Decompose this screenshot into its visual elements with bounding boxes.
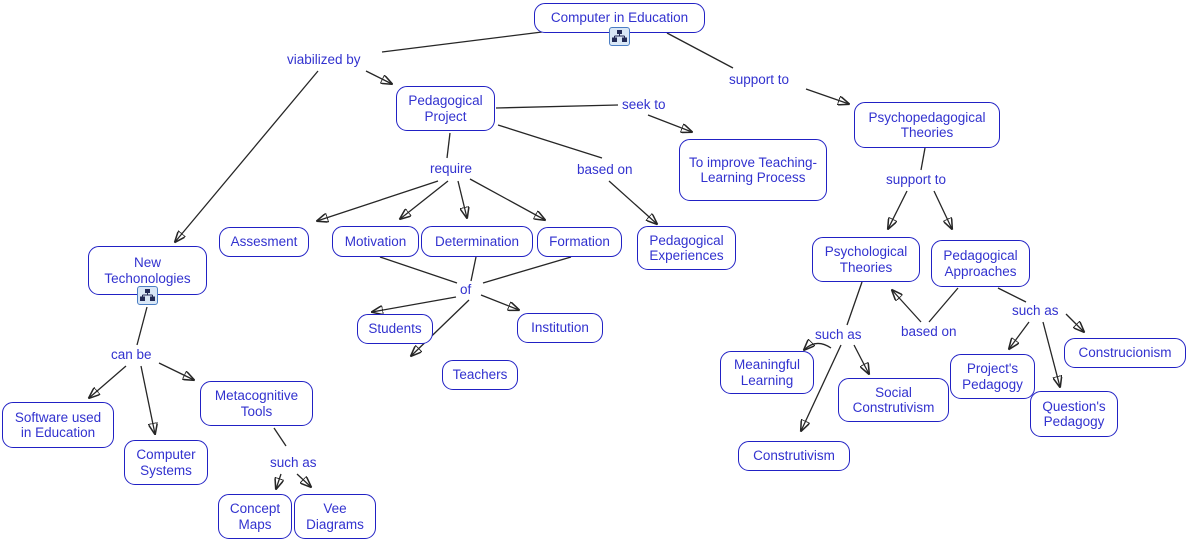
concept-questions-pedagogy[interactable] bbox=[1030, 391, 1118, 437]
linking-phrase-such-as-approaches[interactable]: such as bbox=[1012, 303, 1059, 318]
edge-psychological-to-such-as bbox=[847, 282, 862, 325]
edge-require-to-motivation bbox=[400, 181, 448, 219]
concept-formation[interactable] bbox=[537, 227, 622, 257]
edge-such-as-right-to-questions-pedagogy bbox=[1043, 322, 1060, 387]
concept-projects-pedagogy[interactable] bbox=[950, 354, 1035, 399]
concept-psychological-theories[interactable] bbox=[812, 237, 920, 282]
edge-psychopedagogical-to-support-right bbox=[921, 148, 925, 170]
linking-phrase-such-as-tools[interactable]: such as bbox=[270, 455, 317, 470]
linking-phrase-based-on-right[interactable]: based on bbox=[901, 324, 957, 339]
concept-assesment[interactable] bbox=[219, 227, 309, 257]
edge-determination-to-of bbox=[471, 257, 476, 281]
edge-metacognitive-to-such-as-tools bbox=[274, 428, 286, 446]
concept-label: Construtivism bbox=[753, 448, 835, 464]
concept-metacognitive-tools[interactable] bbox=[200, 381, 313, 426]
concept-label: Pedagogical Project bbox=[408, 93, 483, 124]
concept-label: Computer Systems bbox=[136, 447, 196, 478]
concept-label: Pedagogical Experiences bbox=[649, 232, 724, 263]
concept-pedagogical-project[interactable] bbox=[396, 86, 495, 131]
concept-computer-systems[interactable] bbox=[124, 440, 208, 485]
edge-project-to-seek-to bbox=[496, 105, 618, 108]
concept-label: Psychological Theories bbox=[824, 244, 908, 275]
linking-phrase-based-on-mid[interactable]: based on bbox=[577, 162, 633, 177]
hierarchy-tree-icon bbox=[612, 30, 627, 43]
edge-can-be-to-metacognitive bbox=[159, 363, 194, 380]
edge-project-to-based-on bbox=[498, 125, 602, 158]
edge-computer-to-viabilized bbox=[382, 32, 542, 52]
edge-such-as-tools-to-vee-diagrams bbox=[297, 474, 311, 487]
concept-psychopedagogical-theories[interactable] bbox=[854, 102, 1000, 148]
edge-require-to-determination bbox=[458, 181, 467, 218]
edge-of-to-institution bbox=[481, 295, 519, 310]
edge-such-as-to-meaningful-learning bbox=[804, 343, 831, 350]
edge-viabilized-to-pedagogical-project bbox=[366, 71, 392, 84]
concept-label: To improve Teaching-Learning Process bbox=[688, 154, 818, 185]
concept-label: Motivation bbox=[344, 233, 407, 249]
concept-social-construtivism[interactable] bbox=[838, 378, 949, 422]
concept-label: Computer in Education bbox=[550, 10, 689, 26]
linking-phrase-seek-to[interactable]: seek to bbox=[622, 97, 666, 112]
edge-can-be-to-computer-systems bbox=[141, 366, 155, 434]
linked-map-icon[interactable] bbox=[137, 286, 158, 305]
concept-label: Institution bbox=[531, 320, 589, 336]
concept-concept-maps[interactable] bbox=[218, 494, 292, 539]
concept-label: Psychopedagogical Theories bbox=[868, 109, 986, 140]
linking-phrase-such-as-psych[interactable]: such as bbox=[815, 327, 862, 342]
edge-require-to-assesment bbox=[317, 181, 438, 221]
concept-label: Assesment bbox=[230, 234, 298, 250]
concept-meaningful-learning[interactable] bbox=[720, 351, 814, 394]
edge-seek-to-to-improve bbox=[648, 115, 692, 132]
edge-new-tech-to-can-be bbox=[137, 307, 147, 345]
concept-label: Construcionism bbox=[1078, 345, 1172, 361]
edge-can-be-to-software bbox=[89, 366, 126, 398]
edge-such-as-to-social-construtivism bbox=[854, 345, 869, 374]
concept-label: Students bbox=[368, 321, 422, 337]
concept-students[interactable] bbox=[357, 314, 433, 344]
edge-viabilized-to-new-techonologies bbox=[175, 71, 318, 242]
concept-teachers[interactable] bbox=[442, 360, 518, 390]
edge-based-on-to-pedagogical-experiences bbox=[609, 181, 657, 224]
linking-phrase-support-to-right[interactable]: support to bbox=[886, 172, 947, 187]
concept-software-used-in-education[interactable] bbox=[2, 402, 114, 448]
concept-label: New Techonologies bbox=[104, 255, 191, 286]
concept-label: Software used in Education bbox=[14, 409, 102, 440]
linking-phrase-can-be[interactable]: can be bbox=[111, 347, 152, 362]
edge-motivation-to-of bbox=[380, 257, 457, 283]
edge-project-to-require bbox=[447, 133, 450, 158]
linking-phrase-of[interactable]: of bbox=[460, 282, 472, 297]
concept-construtivism[interactable] bbox=[738, 441, 850, 471]
concept-label: Concept Maps bbox=[229, 501, 281, 532]
concept-label: Metacognitive Tools bbox=[214, 388, 299, 419]
concept-label: Determination bbox=[434, 233, 520, 249]
linking-phrase-support-to-top[interactable]: support to bbox=[729, 72, 790, 87]
edge-such-as-right-to-construcionism bbox=[1066, 314, 1084, 332]
linked-map-icon[interactable] bbox=[609, 27, 630, 46]
concept-motivation[interactable] bbox=[332, 226, 419, 257]
concept-construcionism[interactable] bbox=[1064, 338, 1186, 368]
edge-formation-to-of bbox=[483, 257, 571, 283]
edge-computer-to-support-top bbox=[667, 33, 733, 68]
concept-label: Vee Diagrams bbox=[306, 501, 364, 532]
linking-phrase-viabilized-by[interactable]: viabilized by bbox=[287, 52, 361, 67]
edge-require-to-formation bbox=[470, 179, 545, 220]
edge-approaches-to-such-as-right bbox=[998, 288, 1026, 302]
concept-pedagogical-experiences[interactable] bbox=[637, 226, 736, 270]
linking-phrase-require[interactable]: require bbox=[430, 161, 473, 176]
concept-vee-diagrams[interactable] bbox=[294, 494, 376, 539]
concept-label: Question's Pedagogy bbox=[1042, 398, 1106, 429]
concept-label: Meaningful Learning bbox=[733, 357, 801, 388]
concept-label: Formation bbox=[549, 234, 610, 250]
concept-determination[interactable] bbox=[421, 226, 533, 257]
concept-label: Project's Pedagogy bbox=[962, 361, 1023, 392]
concept-label: Social Construtivism bbox=[852, 384, 935, 415]
edge-of-to-students bbox=[372, 297, 456, 312]
hierarchy-tree-icon bbox=[140, 289, 155, 302]
concept-institution[interactable] bbox=[517, 313, 603, 343]
concept-pedagogical-approaches[interactable] bbox=[931, 240, 1030, 287]
edge-support-right-to-psychological bbox=[888, 191, 907, 229]
concept-label: Pedagogical Approaches bbox=[943, 248, 1018, 279]
edge-such-as-right-to-projects-pedagogy bbox=[1009, 322, 1029, 349]
edge-approaches-to-based-on-right bbox=[929, 288, 958, 322]
concept-to-improve-teaching-learning-process[interactable] bbox=[679, 139, 827, 201]
edge-based-on-right-to-psychological bbox=[892, 290, 921, 322]
edge-support-right-to-approaches bbox=[934, 191, 952, 229]
edge-such-as-tools-to-concept-maps bbox=[276, 474, 281, 489]
concept-label: Teachers bbox=[452, 367, 508, 383]
edge-support-top-to-psychopedagogical bbox=[806, 89, 849, 104]
